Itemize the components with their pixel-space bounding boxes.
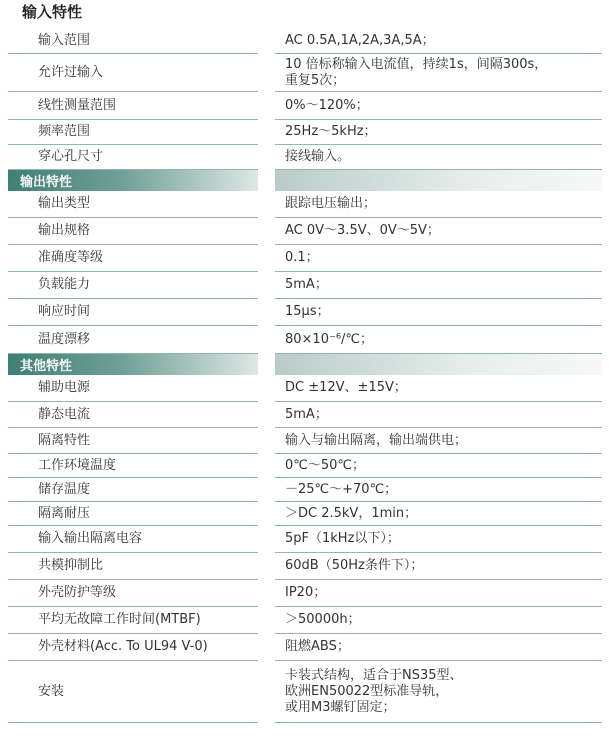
spec-value: 输入与输出隔离，输出端供电； [275,428,602,454]
spec-table [8,28,602,723]
section-header-output [8,170,602,191]
section-title: 输出特性 [8,170,258,191]
spec-value: DC ±12V、±15V； [275,375,602,402]
spec-label: 线性测量范围 [8,92,258,120]
table-row [8,145,602,170]
table-row [8,553,602,580]
page-title: 输入特性 [22,3,83,21]
spec-value: 5mA； [275,402,602,428]
spec-label: 平均无故障工作时间(MTBF) [8,607,258,634]
spec-value: 阻燃ABS； [275,634,602,661]
spec-value: 跟踪电压输出； [275,191,602,218]
spec-value: 接线输入。 [275,145,602,170]
table-row [8,428,602,454]
section-header-other [8,354,602,375]
table-row [8,634,602,661]
spec-value: 0%～120%； [275,92,602,120]
table-row [8,402,602,428]
spec-label: 频率范围 [8,120,258,145]
table-row [8,191,602,218]
section-bar [275,354,602,375]
spec-label: 允许过输入 [8,54,258,92]
spec-label: 外壳防护等级 [8,580,258,607]
spec-value: 0℃～50℃； [275,454,602,478]
table-row [8,272,602,299]
spec-value: 10 倍标称输入电流值，持续1s，间隔300s， 重复5次； [275,54,602,92]
table-row [8,454,602,478]
spec-label: 隔离特性 [8,428,258,454]
spec-label: 工作环境温度 [8,454,258,478]
section-title: 其他特性 [8,354,258,375]
table-row [8,502,602,526]
table-row [8,218,602,245]
spec-label: 共模抑制比 [8,553,258,580]
table-row [8,299,602,326]
spec-label: 储存温度 [8,478,258,502]
section-bar [275,170,602,191]
spec-value: 5pF（1kHz以下）； [275,526,602,553]
spec-label: 外壳材料(Acc. To UL94 V-0) [8,634,258,661]
spec-value: IP20； [275,580,602,607]
table-row [8,526,602,553]
spec-label: 温度漂移 [8,326,258,354]
spec-label: 输出规格 [8,218,258,245]
spec-label: 响应时间 [8,299,258,326]
table-row [8,375,602,402]
spec-value: 0.1； [275,245,602,272]
table-row [8,661,602,723]
spec-value: 5mA； [275,272,602,299]
table-row [8,478,602,502]
spec-value: ＞50000h； [275,607,602,634]
spec-label: 负载能力 [8,272,258,299]
table-row [8,54,602,92]
table-row [8,326,602,354]
table-row [8,580,602,607]
table-row [8,245,602,272]
spec-value: 15μs； [275,299,602,326]
spec-value: 卡装式结构，适合于NS35型、 欧洲EN50022型标准导轨， 或用M3螺钉固定； [275,661,602,723]
spec-value: ＞DC 2.5kV，1min； [275,502,602,526]
spec-label: 输入输出隔离电容 [8,526,258,553]
table-row [8,28,602,54]
spec-value: AC 0.5A,1A,2A,3A,5A； [275,28,602,54]
spec-label: 准确度等级 [8,245,258,272]
spec-label: 穿心孔尺寸 [8,145,258,170]
spec-value: 60dB（50Hz条件下）； [275,553,602,580]
table-row [8,92,602,120]
spec-value: 25Hz～5kHz； [275,120,602,145]
spec-label: 输入范围 [8,28,258,54]
spec-label: 安装 [8,661,258,723]
spec-value: 80×10⁻⁶/℃； [275,326,602,354]
spec-value: －25℃～+70℃； [275,478,602,502]
spec-label: 辅助电源 [8,375,258,402]
spec-label: 静态电流 [8,402,258,428]
spec-label: 隔离耐压 [8,502,258,526]
table-row [8,607,602,634]
table-row [8,120,602,145]
spec-label: 输出类型 [8,191,258,218]
spec-value: AC 0V～3.5V、0V～5V； [275,218,602,245]
